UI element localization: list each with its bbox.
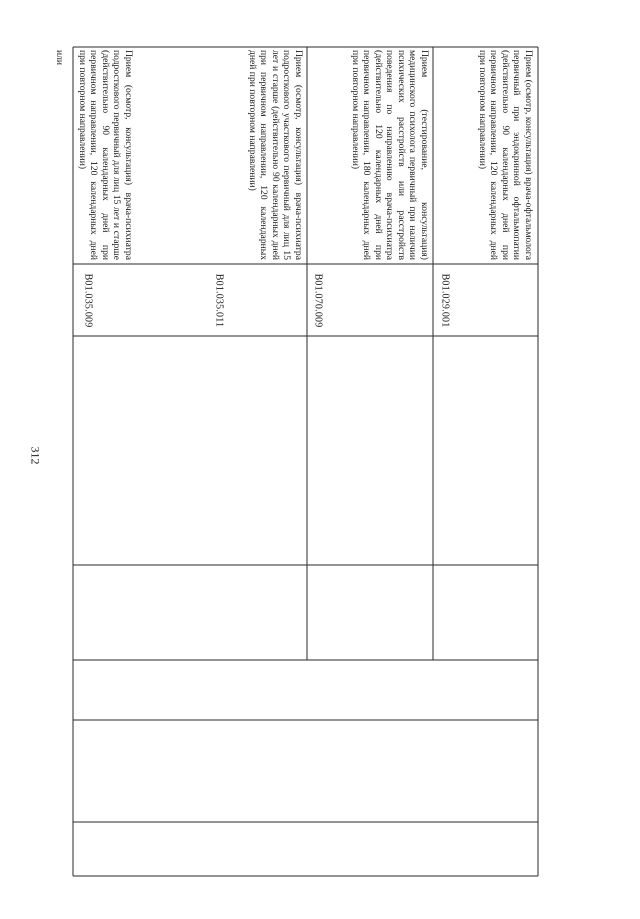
service-description: Прием (осмотр, консультация) врача-психиатра подросткового первичный для лиц 15 лет и старше (действительно 90 календарных дней при первичном направлении, 120 календарных дней при повторном направлении) <box>77 50 134 260</box>
service-code: B01.070.009 <box>312 273 324 327</box>
service-code: B01.035.009 <box>82 273 94 327</box>
table-row-description <box>312 50 430 260</box>
service-description: Прием (тестирование, консультация) медицинского психолога первичный при наличии психических расстройств или расстройств поведения по направлению врача-психиатра (действительно 120 календарных дней при первичном направлении, 180 календарных дней при повторном направлении) <box>350 50 430 260</box>
service-code-cell <box>438 268 452 332</box>
table-row-description <box>214 50 304 260</box>
service-code: B01.035.011 <box>213 273 225 327</box>
service-code: B01.029.001 <box>439 273 451 327</box>
page-number: 312 <box>28 446 43 464</box>
connector-text: или <box>54 50 65 66</box>
service-description: Прием (осмотр, консультация) врача-психиатра подросткового участкового первичный для лиц 15 лет и старше (действительно 90 календарных дней при первичном направлении, 120 календарных дней при повторном направлении) <box>247 50 304 260</box>
service-description: Прием (осмотр, консультация) врача-офтальмолога первичный при эндокринной офтальмопатии (действительно 90 календарных дней при первичном направлении, 120 календарных дней при повторном направлении) <box>477 50 534 260</box>
service-code-cell <box>81 268 95 332</box>
service-code-cell <box>311 268 325 332</box>
table-row-description <box>54 50 134 260</box>
table-row-description <box>438 50 534 260</box>
service-code-cell <box>212 268 226 332</box>
